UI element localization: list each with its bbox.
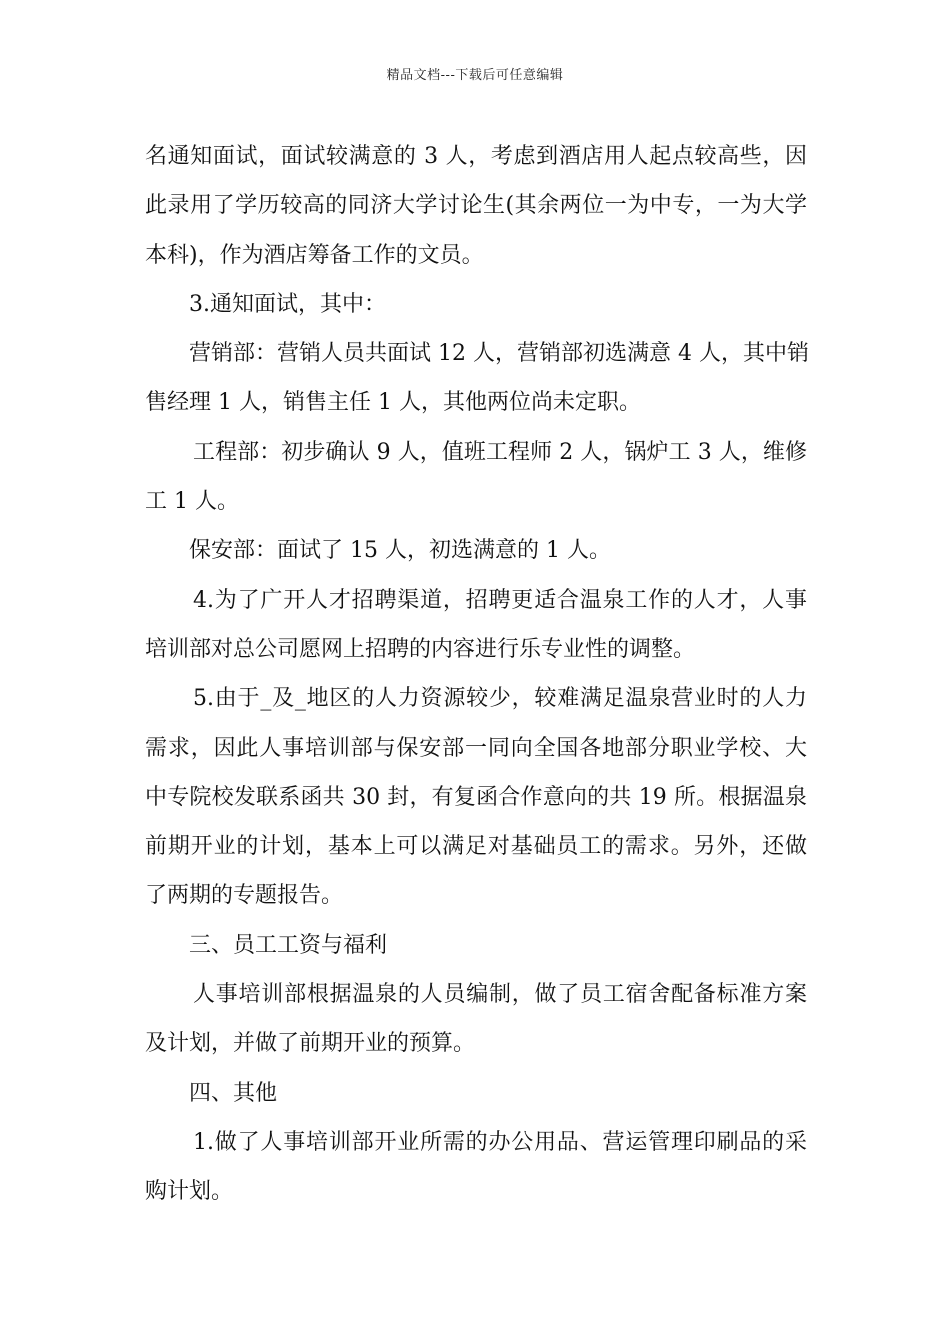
text-line: 中专院校发联系函共 30 封，有复函合作意向的共 19 所。根据温泉: [145, 784, 807, 810]
text-line: 购计划。: [145, 1179, 234, 1205]
document-body: [145, 132, 807, 1217]
text-line: 售经理 1 人，销售主任 1 人，其他两位尚未定职。: [145, 390, 641, 416]
text-line: 及计划，并做了前期开业的预算。: [145, 1031, 476, 1057]
text-line: 3.通知面试，其中：: [189, 291, 386, 317]
text-line: 保安部：面试了 15 人，初选满意的 1 人。: [189, 538, 611, 564]
text-line: 需求，因此人事培训部与保安部一同向全国各地部分职业学校、大: [145, 735, 807, 761]
text-line: 营销部：营销人员共面试 12 人，营销部初选满意 4 人，其中销: [189, 341, 809, 367]
text-line: 5.由于_及_地区的人力资源较少，较难满足温泉营业时的人力: [193, 686, 807, 712]
page-header: 精品文档---下载后可任意编辑: [386, 68, 564, 83]
text-line: 1.做了人事培训部开业所需的办公用品、营运管理印刷品的采: [193, 1129, 807, 1155]
text-line: 本科)，作为酒店筹备工作的文员。: [145, 242, 484, 268]
text-line: 工 1 人。: [145, 489, 239, 515]
text-line: 前期开业的计划，基本上可以满足对基础员工的需求。另外，还做: [145, 834, 807, 860]
text-line: 工程部：初步确认 9 人，值班工程师 2 人，锅炉工 3 人，维修: [193, 439, 807, 465]
text-line: 4.为了广开人才招聘渠道，招聘更适合温泉工作的人才，人事: [193, 587, 807, 613]
text-line: 名通知面试，面试较满意的 3 人，考虑到酒店用人起点较高些，因: [145, 144, 807, 169]
text-line: 四、其他: [189, 1080, 278, 1106]
text-line: 三、员工工资与福利: [189, 932, 388, 958]
text-line: 人事培训部根据温泉的人员编制，做了员工宿舍配备标准方案: [193, 982, 807, 1008]
text-line: 了两期的专题报告。: [145, 883, 344, 909]
text-line: 培训部对总公司愿网上招聘的内容进行乐专业性的调整。: [145, 636, 696, 662]
text-line: 此录用了学历较高的同济大学讨论生(其余两位一为中专，一为大学: [145, 193, 807, 219]
